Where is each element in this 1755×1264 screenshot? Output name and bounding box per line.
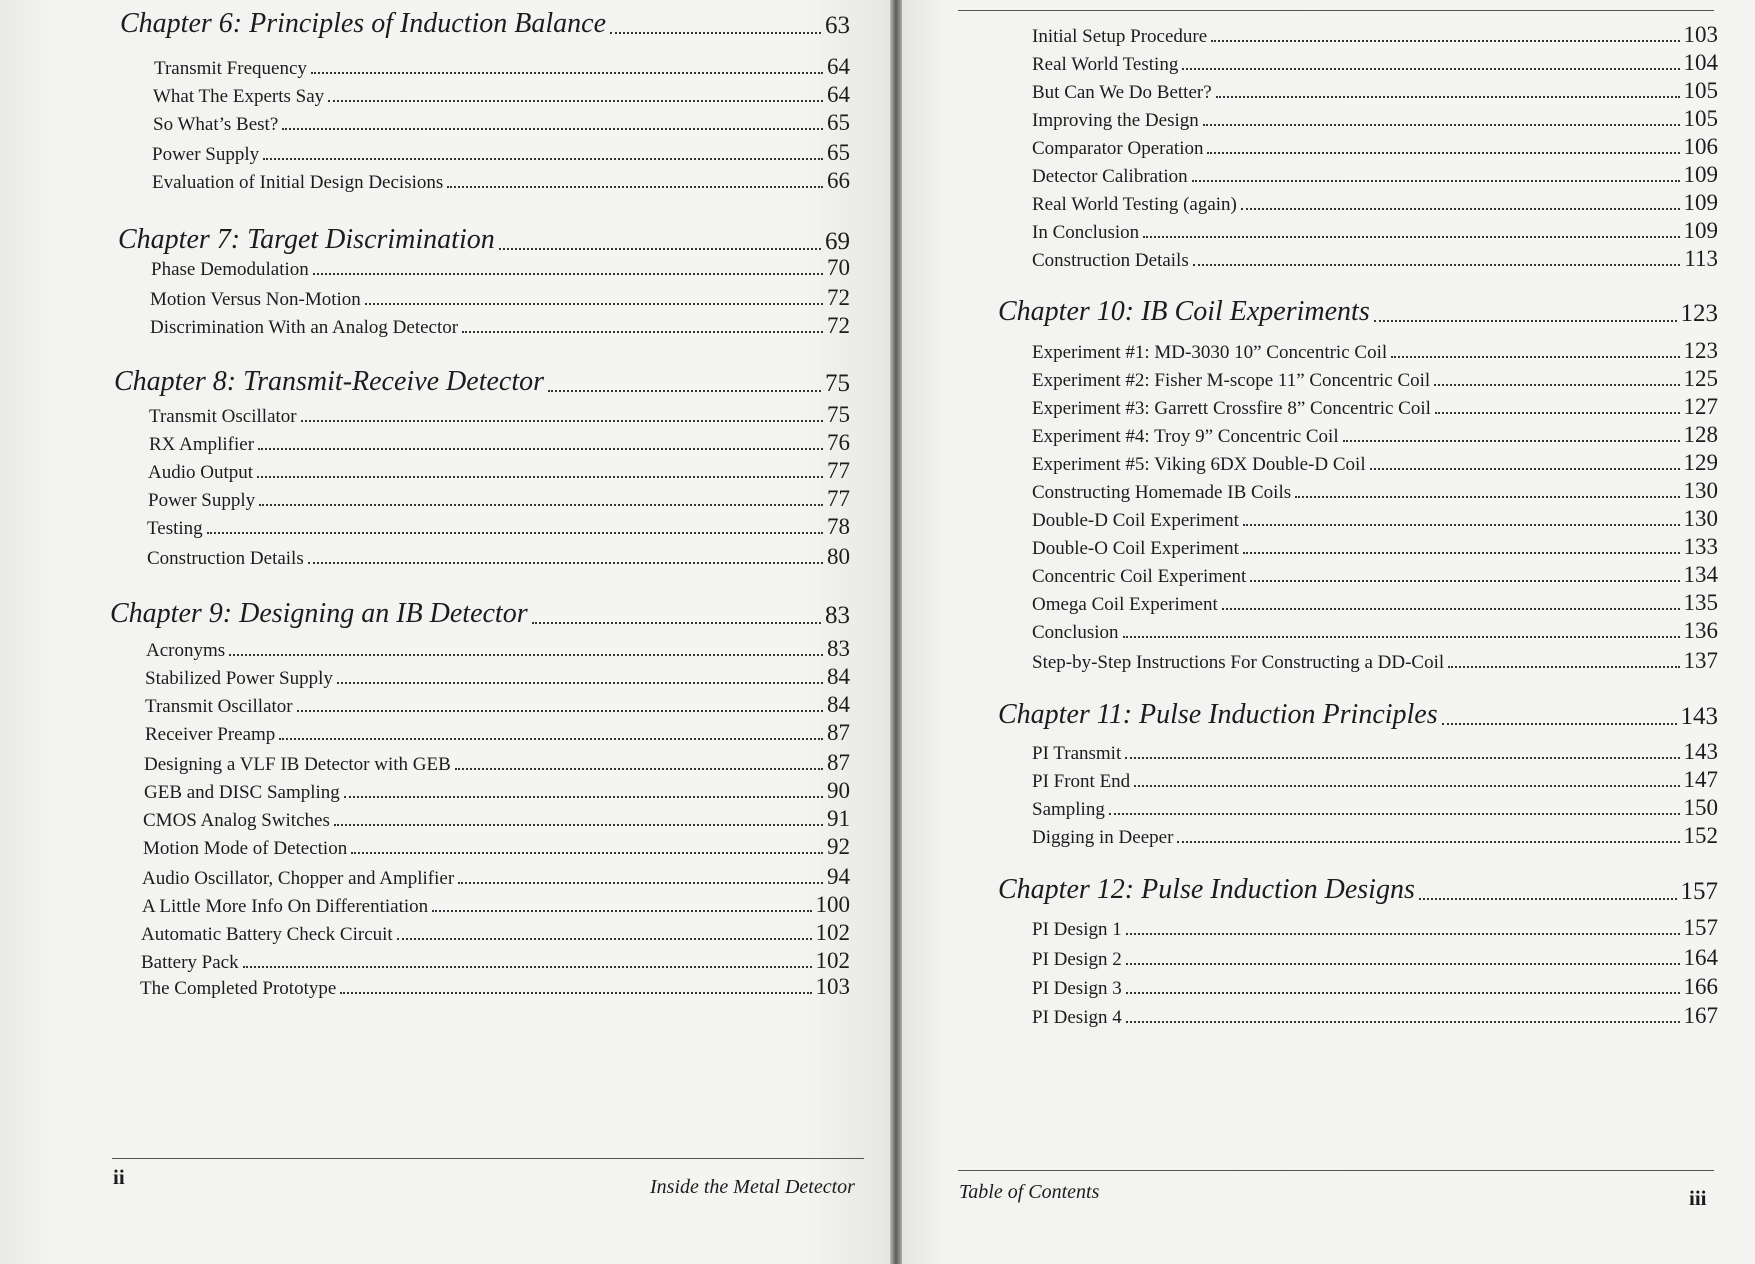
toc-entry-title: Experiment #3: Garrett Crossfire 8” Concentric Coil	[1032, 398, 1431, 419]
toc-entry-title: Transmit Frequency	[154, 58, 307, 79]
toc-section-entry	[153, 108, 850, 136]
toc-page-number: 69	[825, 228, 850, 255]
dot-leader	[1125, 757, 1679, 759]
toc-entry-title: Real World Testing	[1032, 54, 1179, 75]
toc-entry-title: Real World Testing (again)	[1032, 194, 1237, 215]
toc-chapter-entry	[114, 360, 850, 398]
toc-section-entry	[143, 804, 850, 832]
toc-page-number: 133	[1683, 534, 1718, 559]
toc-entry-title: Concentric Coil Experiment	[1032, 566, 1247, 587]
toc-page-number: 152	[1683, 823, 1718, 848]
toc-entry-title: Designing a VLF IB Detector with GEB	[144, 754, 451, 775]
toc-section-entry	[1032, 1001, 1718, 1029]
toc-page-number: 167	[1683, 1003, 1718, 1028]
toc-section-entry	[145, 690, 850, 718]
toc-entry-title: Power Supply	[152, 144, 260, 165]
toc-entry-title: Digging in Deeper	[1032, 827, 1174, 848]
dot-leader	[1442, 723, 1677, 725]
toc-page-number: 84	[827, 664, 850, 689]
toc-section-entry	[152, 138, 850, 166]
toc-section-entry	[1032, 588, 1718, 616]
dot-leader	[207, 532, 823, 534]
toc-section-entry	[1032, 560, 1718, 588]
toc-entry-title: Transmit Oscillator	[149, 406, 297, 427]
toc-section-entry	[149, 400, 850, 428]
toc-chapter-entry	[998, 693, 1718, 731]
toc-entry-title: Chapter 8: Transmit-Receive Detector	[114, 366, 545, 397]
toc-page-number: 94	[827, 864, 850, 889]
dot-leader	[1370, 468, 1680, 470]
toc-section-entry	[142, 890, 850, 918]
toc-section-entry	[148, 484, 850, 512]
dot-leader	[1343, 440, 1680, 442]
toc-page-number: 87	[827, 750, 850, 775]
toc-page-number: 92	[827, 834, 850, 859]
toc-entry-title: Testing	[147, 518, 203, 539]
toc-section-entry	[147, 542, 850, 570]
toc-entry-title: Acronyms	[146, 640, 226, 661]
toc-entry-title: Sampling	[1032, 799, 1105, 820]
dot-leader	[1243, 552, 1680, 554]
toc-page-number: 109	[1683, 218, 1718, 243]
toc-entry-title: CMOS Analog Switches	[143, 810, 330, 831]
toc-entry-title: RX Amplifier	[149, 434, 255, 455]
toc-page-number: 76	[827, 430, 850, 455]
toc-entry-title: Stabilized Power Supply	[145, 668, 333, 689]
toc-page-number: 147	[1683, 767, 1718, 792]
dot-leader	[397, 938, 812, 940]
toc-section-entry	[154, 52, 850, 80]
toc-entry-title: Improving the Design	[1032, 110, 1199, 131]
dot-leader	[308, 562, 823, 564]
toc-section-entry	[1032, 476, 1718, 504]
toc-entry-title: Experiment #1: MD-3030 10” Concentric Coil	[1032, 342, 1388, 363]
toc-page-number: 113	[1684, 246, 1718, 271]
dot-leader	[1295, 496, 1679, 498]
toc-section-entry	[143, 832, 850, 860]
toc-entry-title: Double-D Coil Experiment	[1032, 510, 1239, 531]
toc-entry-title: Constructing Homemade IB Coils	[1032, 482, 1292, 503]
dot-leader	[334, 824, 823, 826]
dot-leader	[1126, 933, 1680, 935]
dot-leader	[1211, 40, 1679, 42]
toc-page-number: 64	[827, 54, 850, 79]
dot-leader	[1243, 524, 1680, 526]
dot-leader	[1203, 124, 1680, 126]
toc-entry-title: PI Design 4	[1032, 1007, 1122, 1028]
toc-section-entry	[1032, 188, 1718, 216]
dot-leader	[462, 331, 823, 333]
toc-entry-title: Phase Demodulation	[151, 259, 309, 280]
toc-entry-title: Omega Coil Experiment	[1032, 594, 1218, 615]
toc-entry-title: PI Design 2	[1032, 949, 1122, 970]
dot-leader	[1216, 96, 1680, 98]
toc-section-entry	[1032, 972, 1718, 1000]
toc-page-number: 104	[1683, 50, 1718, 75]
toc-page-number: 102	[815, 920, 850, 945]
toc-page-number: 84	[827, 692, 850, 717]
toc-page-number: 80	[827, 544, 850, 569]
toc-page-number: 136	[1683, 618, 1718, 643]
toc-page-number: 123	[1680, 300, 1718, 327]
toc-page-number: 137	[1683, 648, 1718, 673]
toc-entry-title: Detector Calibration	[1032, 166, 1188, 187]
dot-leader	[1374, 320, 1677, 322]
dot-leader	[301, 420, 823, 422]
toc-section-entry	[144, 748, 850, 776]
toc-page-number: 166	[1683, 974, 1718, 999]
toc-entry-title: Construction Details	[147, 548, 304, 569]
toc-page-number: 78	[827, 514, 850, 539]
toc-entry-title: Battery Pack	[141, 952, 239, 973]
dot-leader	[282, 128, 823, 130]
dot-leader	[229, 654, 823, 656]
toc-section-entry	[153, 80, 850, 108]
toc-entry-title: The Completed Prototype	[140, 978, 337, 999]
toc-page-number: 130	[1683, 478, 1718, 503]
toc-entry-title: PI Design 1	[1032, 919, 1122, 940]
dot-leader	[432, 910, 811, 912]
dot-leader	[297, 710, 823, 712]
toc-page-number: 143	[1680, 703, 1718, 730]
dot-leader	[259, 504, 823, 506]
toc-section-entry	[142, 862, 850, 890]
toc-page-number: 83	[825, 602, 850, 629]
dot-leader	[344, 796, 823, 798]
toc-page-number: 103	[815, 974, 850, 999]
toc-entry-title: Double-O Coil Experiment	[1032, 538, 1239, 559]
toc-section-entry	[1032, 913, 1718, 941]
toc-entry-title: Chapter 11: Pulse Induction Principles	[998, 699, 1438, 730]
toc-page-number: 66	[827, 168, 850, 193]
toc-entry-title: Motion Mode of Detection	[143, 838, 348, 859]
dot-leader	[279, 738, 823, 740]
toc-page-number: 64	[827, 82, 850, 107]
toc-section-entry	[1032, 821, 1718, 849]
toc-page-number: 105	[1683, 106, 1718, 131]
dot-leader	[447, 186, 823, 188]
toc-section-entry	[1032, 737, 1718, 765]
toc-page-number: 75	[827, 402, 850, 427]
dot-leader	[243, 966, 812, 968]
running-title: Inside the Metal Detector	[650, 1176, 855, 1198]
toc-page-number: 77	[827, 458, 850, 483]
toc-page-number: 65	[827, 140, 850, 165]
dot-leader	[1126, 1021, 1680, 1023]
dot-leader	[1126, 992, 1680, 994]
toc-entry-title: Motion Versus Non-Motion	[150, 289, 361, 310]
dot-leader	[1448, 666, 1679, 668]
footer-rule	[958, 1170, 1714, 1171]
toc-section-entry	[1032, 104, 1718, 132]
toc-section-entry	[1032, 943, 1718, 971]
toc-section-entry	[1032, 336, 1718, 364]
toc-section-entry	[146, 634, 850, 662]
toc-entry-title: Experiment #4: Troy 9” Concentric Coil	[1032, 426, 1339, 447]
toc-section-entry	[1032, 420, 1718, 448]
toc-entry-title: Audio Output	[148, 462, 254, 483]
toc-entry-title: In Conclusion	[1032, 222, 1140, 243]
toc-entry-title: Experiment #2: Fisher M-scope 11” Concentric Coil	[1032, 370, 1431, 391]
toc-page-number: 63	[825, 12, 850, 39]
dot-leader	[548, 390, 821, 392]
page-number: ii	[113, 1165, 125, 1189]
toc-section-entry	[1032, 765, 1718, 793]
toc-entry-title: Power Supply	[148, 490, 256, 511]
toc-section-entry	[1032, 160, 1718, 188]
toc-section-entry	[145, 662, 850, 690]
dot-leader	[1192, 180, 1680, 182]
toc-page-number: 83	[827, 636, 850, 661]
toc-page-number: 157	[1683, 915, 1718, 940]
dot-leader	[1391, 356, 1679, 358]
toc-page-number: 87	[827, 720, 850, 745]
toc-page-number: 109	[1683, 162, 1718, 187]
dot-leader	[1434, 384, 1679, 386]
toc-section-entry	[1032, 448, 1718, 476]
dot-leader	[458, 882, 823, 884]
right-page	[902, 0, 1755, 1264]
toc-entry-title: Audio Oscillator, Chopper and Amplifier	[142, 868, 455, 889]
toc-entry-title: Chapter 7: Target Discrimination	[118, 224, 495, 255]
toc-page-number: 157	[1680, 878, 1718, 905]
dot-leader	[1123, 636, 1680, 638]
toc-section-entry	[141, 918, 850, 946]
dot-leader	[455, 768, 823, 770]
toc-section-entry	[149, 428, 850, 456]
toc-entry-title: Construction Details	[1032, 250, 1189, 271]
toc-page-number: 143	[1683, 739, 1718, 764]
toc-page-number: 72	[827, 313, 850, 338]
toc-section-entry	[141, 946, 850, 974]
toc-entry-title: Evaluation of Initial Design Decisions	[152, 172, 444, 193]
toc-chapter-entry	[998, 290, 1718, 328]
dot-leader	[1182, 68, 1679, 70]
toc-chapter-entry	[110, 592, 850, 630]
toc-section-entry	[150, 283, 850, 311]
toc-section-entry	[144, 776, 850, 804]
toc-entry-title: So What’s Best?	[153, 114, 279, 135]
toc-section-entry	[1032, 20, 1718, 48]
toc-section-entry	[147, 512, 850, 540]
dot-leader	[1222, 608, 1680, 610]
toc-page-number: 128	[1683, 422, 1718, 447]
toc-entry-title: Comparator Operation	[1032, 138, 1204, 159]
toc-section-entry	[152, 166, 850, 194]
dot-leader	[1435, 412, 1680, 414]
toc-page-number: 65	[827, 110, 850, 135]
toc-section-entry	[1032, 244, 1718, 272]
toc-entry-title: Conclusion	[1032, 622, 1119, 643]
toc-section-entry	[148, 456, 850, 484]
dot-leader	[1126, 963, 1680, 965]
toc-section-entry	[1032, 392, 1718, 420]
dot-leader	[258, 448, 823, 450]
dot-leader	[1250, 580, 1679, 582]
toc-entry-title: Automatic Battery Check Circuit	[141, 924, 393, 945]
toc-page-number: 134	[1683, 562, 1718, 587]
toc-entry-title: PI Design 3	[1032, 978, 1122, 999]
dot-leader	[337, 682, 823, 684]
toc-page-number: 72	[827, 285, 850, 310]
dot-leader	[263, 158, 823, 160]
toc-section-entry	[1032, 48, 1718, 76]
header-rule	[958, 10, 1714, 11]
dot-leader	[340, 992, 811, 994]
toc-section-entry	[145, 718, 850, 746]
dot-leader	[610, 32, 821, 34]
toc-page-number: 150	[1683, 795, 1718, 820]
dot-leader	[532, 622, 821, 624]
toc-page-number: 70	[827, 255, 850, 280]
toc-entry-title: Transmit Oscillator	[145, 696, 293, 717]
dot-leader	[1134, 785, 1679, 787]
dot-leader	[1419, 898, 1677, 900]
toc-chapter-entry	[120, 2, 850, 40]
toc-entry-title: Discrimination With an Analog Detector	[150, 317, 459, 338]
toc-section-entry	[1032, 76, 1718, 104]
page-number: iii	[1689, 1186, 1707, 1210]
toc-page-number: 129	[1683, 450, 1718, 475]
toc-section-entry	[150, 311, 850, 339]
dot-leader	[1109, 813, 1680, 815]
running-title: Table of Contents	[959, 1181, 1100, 1203]
toc-page-number: 100	[815, 892, 850, 917]
toc-page-number: 123	[1683, 338, 1718, 363]
toc-section-entry	[1032, 646, 1718, 674]
toc-page-number: 90	[827, 778, 850, 803]
footer-rule	[112, 1158, 864, 1159]
dot-leader	[365, 303, 823, 305]
toc-page-number: 130	[1683, 506, 1718, 531]
toc-page-number: 103	[1683, 22, 1718, 47]
dot-leader	[1193, 264, 1681, 266]
dot-leader	[1207, 152, 1679, 154]
toc-page-number: 106	[1683, 134, 1718, 159]
toc-page-number: 164	[1683, 945, 1718, 970]
toc-page-number: 77	[827, 486, 850, 511]
toc-page-number: 75	[825, 370, 850, 397]
toc-entry-title: What The Experts Say	[153, 86, 325, 107]
toc-page-number: 109	[1683, 190, 1718, 215]
toc-page-number: 135	[1683, 590, 1718, 615]
toc-section-entry	[1032, 793, 1718, 821]
toc-section-entry	[1032, 616, 1718, 644]
toc-entry-title: Step-by-Step Instructions For Constructing a DD-Coil	[1032, 652, 1445, 673]
toc-section-entry	[1032, 532, 1718, 560]
toc-entry-title: A Little More Info On Differentiation	[142, 896, 429, 917]
toc-entry-title: Receiver Preamp	[145, 724, 276, 745]
dot-leader	[1177, 841, 1679, 843]
toc-section-entry	[1032, 216, 1718, 244]
toc-section-entry	[1032, 364, 1718, 392]
toc-section-entry	[151, 253, 850, 281]
dot-leader	[257, 476, 823, 478]
book-gutter	[890, 0, 902, 1264]
toc-page-number: 125	[1683, 366, 1718, 391]
toc-entry-title: Experiment #5: Viking 6DX Double-D Coil	[1032, 454, 1366, 475]
toc-page-number: 91	[827, 806, 850, 831]
toc-entry-title: Chapter 10: IB Coil Experiments	[998, 296, 1370, 327]
toc-entry-title: Chapter 9: Designing an IB Detector	[110, 598, 528, 629]
dot-leader	[328, 100, 823, 102]
toc-chapter-entry	[118, 218, 850, 256]
toc-page-number: 105	[1683, 78, 1718, 103]
toc-section-entry	[140, 972, 850, 1000]
dot-leader	[313, 273, 823, 275]
dot-leader	[1241, 208, 1680, 210]
toc-chapter-entry	[998, 868, 1718, 906]
toc-entry-title: GEB and DISC Sampling	[144, 782, 340, 803]
toc-entry-title: But Can We Do Better?	[1032, 82, 1212, 103]
toc-page-number: 102	[815, 948, 850, 973]
dot-leader	[351, 852, 823, 854]
toc-entry-title: Chapter 6: Principles of Induction Balance	[120, 8, 607, 39]
toc-entry-title: Chapter 12: Pulse Induction Designs	[998, 874, 1415, 905]
toc-entry-title: PI Transmit	[1032, 743, 1122, 764]
toc-page-number: 127	[1683, 394, 1718, 419]
dot-leader	[311, 72, 823, 74]
dot-leader	[499, 248, 821, 250]
toc-entry-title: PI Front End	[1032, 771, 1131, 792]
toc-section-entry	[1032, 132, 1718, 160]
dot-leader	[1143, 236, 1679, 238]
toc-entry-title: Initial Setup Procedure	[1032, 26, 1208, 47]
toc-section-entry	[1032, 504, 1718, 532]
